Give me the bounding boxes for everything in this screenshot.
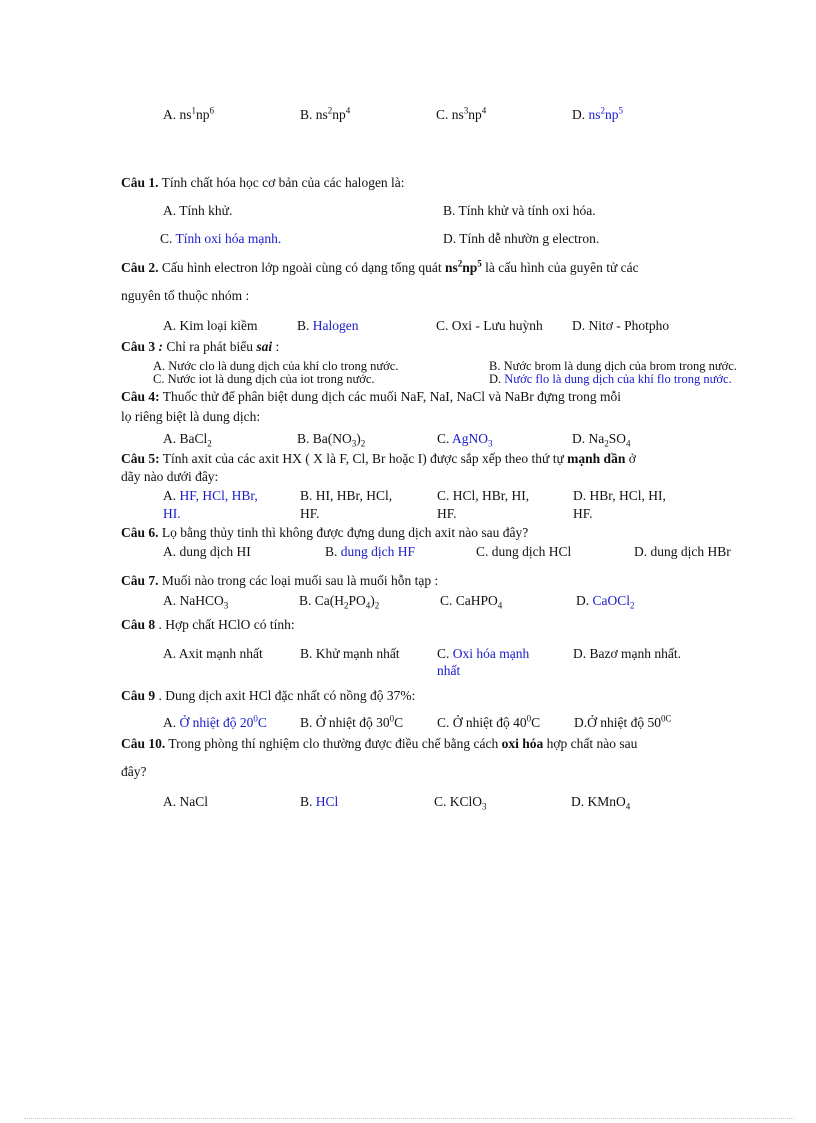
- superscript: 4: [345, 105, 351, 116]
- q5-option-c[interactable]: C. HCl, HBr, HI,: [437, 488, 530, 503]
- q6-option-d[interactable]: D. dung dịch HBr: [634, 544, 731, 559]
- text: np: [196, 107, 210, 122]
- text: A. NaHCO: [163, 593, 224, 608]
- q2-question: [121, 260, 639, 276]
- q6-option-b[interactable]: [325, 544, 415, 560]
- text: D. KMnO: [571, 794, 626, 809]
- q3-option-a[interactable]: A. Nước clo là dung dịch của khí clo trong nước.: [153, 359, 399, 373]
- q10-option-c[interactable]: [434, 794, 487, 810]
- question-label: Câu 9: [121, 688, 156, 703]
- q0-option-d[interactable]: [572, 107, 623, 123]
- q8-option-c[interactable]: [437, 646, 529, 662]
- superscript: 3: [463, 105, 469, 116]
- text: SO: [608, 431, 627, 446]
- q1-option-b[interactable]: B. Tính khử và tính oxi hóa.: [443, 203, 596, 218]
- superscript: 4: [481, 105, 487, 116]
- q10-question-cont: đây?: [121, 764, 147, 779]
- superscript: 0: [389, 713, 395, 724]
- text: A.: [163, 488, 180, 503]
- superscript: 2: [600, 105, 606, 116]
- question-text: Muối nào trong các loại muối sau là muối hỗn tạp :: [158, 573, 439, 588]
- text: :: [272, 339, 280, 354]
- q5-question-cont: dãy nào dưới đây:: [121, 469, 219, 484]
- question-text: Tính chất hóa học cơ bản của các halogen là:: [158, 175, 405, 190]
- text: Ở nhiệt độ 20: [179, 715, 254, 730]
- q5-option-b[interactable]: B. HI, HBr, HCl,: [300, 488, 393, 503]
- question-label: Câu 7.: [121, 573, 159, 588]
- q10-option-a[interactable]: A. NaCl: [163, 794, 208, 809]
- answer-highlight: Oxi hóa mạnh: [452, 646, 530, 661]
- text: C: [394, 715, 404, 730]
- question-label: Câu 3: [121, 339, 156, 354]
- text: B. ns: [300, 107, 328, 122]
- answer-highlight: Tính oxi hóa mạnh.: [175, 231, 282, 246]
- q8-option-a[interactable]: A. Axit mạnh nhất: [163, 646, 263, 661]
- q4-option-a[interactable]: [163, 431, 212, 447]
- q7-option-a[interactable]: [163, 593, 228, 609]
- question-text: là cấu hình của guyên tử các: [481, 260, 639, 275]
- q5-option-d-cont[interactable]: HF.: [573, 506, 593, 521]
- q9-option-a[interactable]: [163, 715, 267, 731]
- text: B. Ca(H: [299, 593, 344, 608]
- q4-option-b[interactable]: [297, 431, 365, 447]
- q6-option-c[interactable]: C. dung dịch HCl: [476, 544, 572, 559]
- q4-question: [121, 389, 621, 405]
- q5-option-a-cont[interactable]: HI.: [163, 506, 181, 521]
- emphasis: oxi hóa: [501, 736, 544, 751]
- q9-question: [121, 688, 415, 704]
- text: C. ns: [436, 107, 464, 122]
- text: D.: [489, 372, 505, 386]
- q10-question: [121, 736, 637, 752]
- subscript: 4: [497, 600, 503, 611]
- subscript: 2: [374, 600, 380, 611]
- question-text: Trong phòng thí nghiệm clo thường được điều chế bằng cách: [165, 736, 502, 751]
- subscript: 2: [207, 438, 212, 449]
- text: np: [605, 107, 619, 122]
- subscript: 4: [625, 801, 631, 812]
- q7-question: [121, 573, 438, 589]
- emphasis: mạnh dần: [567, 451, 626, 466]
- text: hợp chất nào sau: [543, 736, 638, 751]
- q10-option-d[interactable]: [571, 794, 630, 810]
- superscript: 5: [477, 258, 482, 269]
- text: D. Na: [572, 431, 605, 446]
- q8-option-c-cont[interactable]: nhất: [437, 663, 461, 678]
- q6-question: [121, 525, 528, 541]
- subscript: 3: [351, 438, 357, 449]
- text: ): [356, 431, 361, 446]
- text: B. Ở nhiệt độ 30: [300, 715, 390, 730]
- question-label: Câu 1.: [121, 175, 159, 190]
- text: CaOCl: [592, 593, 631, 608]
- text: C. Ở nhiệt độ 40: [437, 715, 527, 730]
- text: np: [468, 107, 482, 122]
- text: D.Ở nhiệt độ 50: [574, 715, 661, 730]
- page-footer-rule: [24, 1118, 794, 1119]
- text: B. Ba(NO: [297, 431, 352, 446]
- subscript: 3: [482, 801, 487, 812]
- subscript: 2: [344, 600, 349, 611]
- question-text: Chỉ ra phát biểu: [166, 339, 257, 354]
- emphasis: sai: [256, 339, 273, 354]
- text: AgNO: [452, 431, 489, 446]
- answer-highlight: HF, HCl, HBr,: [179, 488, 258, 503]
- question-text: Thuốc thử để phân biệt dung dịch các muối NaF, NaI, NaCl và NaBr đựng trong mỗi: [159, 389, 621, 404]
- text: C. KClO: [434, 794, 483, 809]
- q2-option-b[interactable]: [297, 318, 359, 334]
- text: np: [462, 260, 478, 275]
- question-label: Câu 10.: [121, 736, 166, 751]
- q1-option-c[interactable]: [160, 231, 281, 247]
- text: PO: [348, 593, 366, 608]
- q5-option-b-cont[interactable]: HF.: [300, 506, 320, 521]
- q8-question: [121, 617, 295, 633]
- text: B.: [300, 794, 316, 809]
- q3-option-c[interactable]: C. Nước iot là dung dịch của iot trong nước.: [153, 372, 375, 386]
- q1-option-a[interactable]: A. Tính khử.: [163, 203, 233, 218]
- subscript: 4: [365, 600, 371, 611]
- superscript: 0C: [661, 713, 672, 724]
- text: B.: [325, 544, 341, 559]
- q1-question: [121, 175, 405, 191]
- text: C.: [437, 431, 453, 446]
- q3-option-b[interactable]: B. Nước brom là dung dịch của brom trong nước.: [489, 359, 737, 373]
- superscript: 6: [209, 105, 215, 116]
- text: C: [531, 715, 541, 730]
- text: A. BaCl: [163, 431, 208, 446]
- q0-option-a[interactable]: [163, 107, 214, 123]
- question-text: Cấu hình electron lớp ngoài cùng có dạng tổng quát: [158, 260, 445, 275]
- subscript: 2: [604, 438, 609, 449]
- q2-option-c[interactable]: C. Oxi - Lưu huỳnh: [436, 318, 543, 333]
- question-text: Tính axit của các axit HX ( X là F, Cl, Br hoặc I) được sắp xếp theo thứ tự: [159, 451, 568, 466]
- q5-question: [121, 451, 636, 467]
- q0-option-c[interactable]: [436, 107, 486, 123]
- q4-question-cont: lọ riêng biệt là dung dịch:: [121, 409, 261, 424]
- question-label: Câu 5:: [121, 451, 160, 466]
- superscript: 2: [457, 258, 463, 269]
- q4-option-c[interactable]: [437, 431, 493, 447]
- text: np: [332, 107, 346, 122]
- subscript: 3: [488, 438, 493, 449]
- superscript: 1: [191, 105, 197, 116]
- question-label: Câu 6.: [121, 525, 159, 540]
- q7-option-b[interactable]: [299, 593, 379, 609]
- q8-option-b[interactable]: B. Khử mạnh nhất: [300, 646, 400, 661]
- formula: [445, 260, 482, 275]
- superscript: 0: [253, 713, 258, 724]
- q7-option-d[interactable]: [576, 593, 635, 609]
- subscript: 2: [360, 438, 366, 449]
- question-text: . Dung dịch axit HCl đặc nhất có nồng độ 37%:: [155, 688, 416, 703]
- answer-highlight: Halogen: [312, 318, 359, 333]
- answer-highlight: [452, 431, 493, 449]
- answer-highlight: [589, 107, 624, 122]
- superscript: 2: [327, 105, 333, 116]
- q2-question-cont: nguyên tố thuộc nhóm :: [121, 288, 250, 303]
- answer-highlight: [180, 715, 267, 730]
- q9-option-d[interactable]: [574, 715, 672, 731]
- q6-option-a[interactable]: A. dung dịch HI: [163, 544, 251, 559]
- answer-highlight: [592, 593, 635, 611]
- subscript: 2: [630, 600, 635, 611]
- q3-option-d[interactable]: [489, 371, 732, 387]
- question-label: Câu 4:: [121, 389, 160, 404]
- q5-option-c-cont[interactable]: HF.: [437, 506, 457, 521]
- question-text: . Hợp chất HClO có tính:: [155, 617, 295, 632]
- text: C.: [437, 646, 453, 661]
- question-label: Câu 2.: [121, 260, 159, 275]
- text: C. CaHPO: [440, 593, 498, 608]
- q1-option-d[interactable]: D. Tính dễ nhườn g electron.: [443, 231, 600, 246]
- subscript: 4: [626, 438, 631, 449]
- text: ): [370, 593, 375, 608]
- superscript: 0: [526, 713, 532, 724]
- question-label: Câu 8: [121, 617, 156, 632]
- text: A.: [163, 715, 180, 730]
- subscript: 3: [223, 600, 229, 611]
- text: A. ns: [163, 107, 192, 122]
- answer-highlight: dung dịch HF: [340, 544, 416, 559]
- answer-highlight: HCl: [315, 794, 339, 809]
- q0-option-b[interactable]: [300, 107, 350, 123]
- q9-option-c[interactable]: [437, 715, 540, 731]
- q3-question: [121, 339, 279, 355]
- text: C.: [160, 231, 176, 246]
- text: ở: [625, 451, 636, 466]
- q4-option-d[interactable]: [572, 431, 631, 447]
- separator: :: [155, 339, 167, 354]
- q5-option-a[interactable]: [163, 488, 258, 504]
- text: C: [257, 715, 267, 730]
- text: B.: [297, 318, 313, 333]
- text: ns: [444, 260, 458, 275]
- q5-option-d[interactable]: D. HBr, HCl, HI,: [573, 488, 666, 503]
- superscript: 5: [618, 105, 624, 116]
- q7-option-c[interactable]: [440, 593, 502, 609]
- q9-option-b[interactable]: [300, 715, 403, 731]
- answer-highlight: Nước flo là dung dịch của khí flo trong nước.: [504, 372, 732, 386]
- q2-option-d[interactable]: D. Nitơ - Photpho: [572, 318, 670, 333]
- q10-option-b[interactable]: [300, 794, 338, 810]
- q8-option-d[interactable]: D. Bazơ mạnh nhất.: [573, 646, 681, 661]
- question-text: Lọ bằng thủy tinh thì không được đựng dung dịch axit nào sau đây?: [158, 525, 529, 540]
- q2-option-a[interactable]: A. Kim loại kiềm: [163, 318, 258, 333]
- text: D.: [576, 593, 593, 608]
- text: ns: [588, 107, 601, 122]
- text: D.: [572, 107, 589, 122]
